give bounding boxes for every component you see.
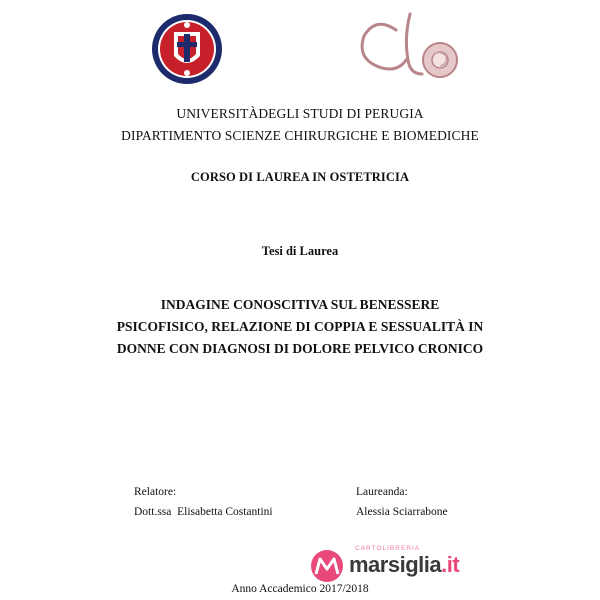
thesis-title-line: DONNE CON DIAGNOSI DI DOLORE PELVICO CRONICO [116, 341, 484, 356]
thesis-title-line: PSICOFISICO, RELAZIONE DI COPPIA E SESSUALITÀ IN [116, 319, 484, 334]
university-seal-logo [150, 12, 224, 86]
watermark-small-text: CARTOLIBRERIA [355, 545, 421, 552]
laureanda-name: Alessia Sciarrabone [356, 506, 448, 518]
course-name: CORSO DI LAUREA IN OSTETRICIA [190, 170, 410, 184]
thesis-type: Tesi di Laurea [261, 244, 339, 258]
watermark-brand [349, 552, 459, 578]
thesis-title [0, 294, 600, 360]
watermark-brand-tld: .it [441, 552, 460, 577]
university-name: UNIVERSITÀDEGLI STUDI DI PERUGIA [176, 106, 424, 121]
relatore-name: Dott.ssa Elisabetta Costantini [134, 506, 273, 518]
academic-year: Anno Accademico 2017/2018 [231, 583, 369, 595]
watermark-brand-name: marsiglia [349, 552, 442, 577]
course-script-logo [352, 8, 464, 86]
thesis-title-line: INDAGINE CONOSCITIVA SUL BENESSERE [160, 297, 440, 312]
marsiglia-logo-icon [307, 549, 347, 583]
relatore-label: Relatore: [134, 486, 177, 498]
department-name: DIPARTIMENTO SCIENZE CHIRURGICHE E BIOMEDICHE [121, 128, 479, 143]
laureanda-label: Laureanda: [356, 486, 408, 498]
